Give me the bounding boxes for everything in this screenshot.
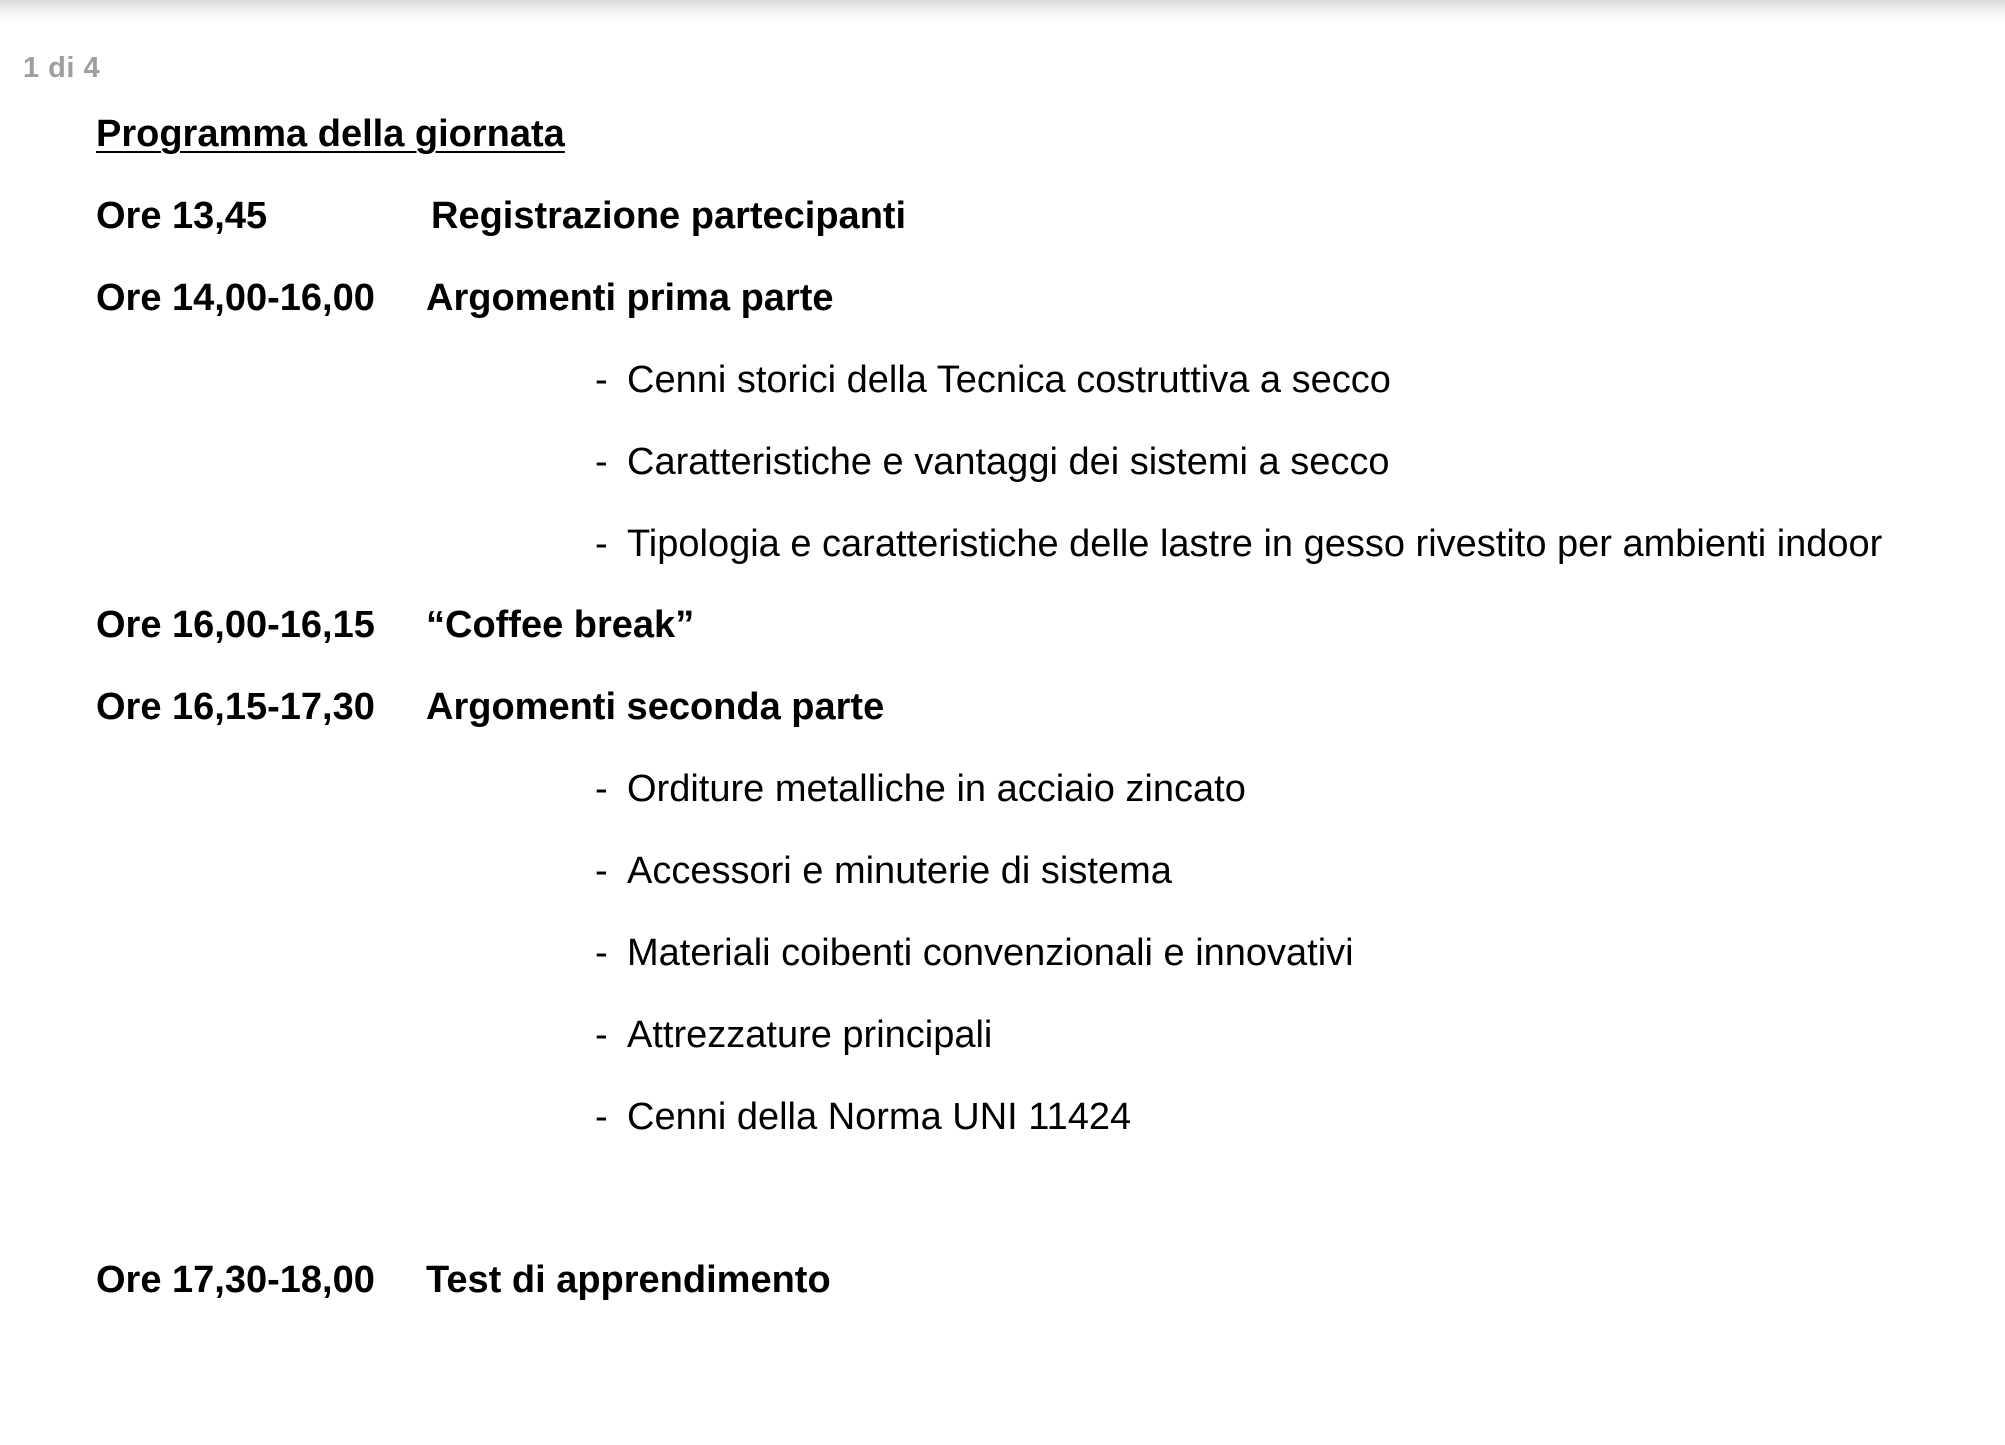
- list-item-text: Accessori e minuterie di sistema: [627, 850, 1172, 892]
- schedule-label: Test di apprendimento: [426, 1259, 831, 1301]
- list-item-text: Attrezzature principali: [627, 1014, 993, 1056]
- list-item-text: Caratteristiche e vantaggi dei sistemi a secco: [627, 441, 1390, 483]
- bullet-dash: -: [595, 523, 608, 565]
- schedule-time: Ore 13,45: [96, 195, 268, 237]
- schedule-label: “Coffee break”: [426, 604, 695, 646]
- bullet-dash: -: [595, 359, 608, 401]
- schedule-time: Ore 16,00-16,15: [96, 604, 375, 646]
- schedule-time: Ore 14,00-16,00: [96, 277, 375, 319]
- viewer-top-shadow: [0, 0, 2005, 24]
- list-item-text: Materiali coibenti convenzionali e innovativi: [627, 932, 1354, 974]
- list-item-text: Orditure metalliche in acciaio zincato: [627, 768, 1246, 810]
- schedule-label: Registrazione partecipanti: [431, 195, 907, 237]
- list-item-text: Tipologia e caratteristiche delle lastre in gesso rivestito per ambienti indoor: [627, 523, 1883, 565]
- schedule-label: Argomenti seconda parte: [426, 686, 885, 728]
- bullet-dash: -: [595, 932, 608, 974]
- schedule-label: Argomenti prima parte: [426, 277, 834, 319]
- page-indicator: 1 di 4: [23, 52, 101, 84]
- list-item-text: Cenni storici della Tecnica costruttiva a secco: [627, 359, 1391, 401]
- bullet-dash: -: [595, 1014, 608, 1056]
- schedule-time: Ore 16,15-17,30: [96, 686, 375, 728]
- bullet-dash: -: [595, 441, 608, 483]
- schedule-time: Ore 17,30-18,00: [96, 1259, 375, 1301]
- bullet-dash: -: [595, 850, 608, 892]
- bullet-dash: -: [595, 768, 608, 810]
- bullet-dash: -: [595, 1096, 608, 1138]
- list-item-text: Cenni della Norma UNI 11424: [627, 1096, 1132, 1138]
- document-title: Programma della giornata: [96, 113, 565, 155]
